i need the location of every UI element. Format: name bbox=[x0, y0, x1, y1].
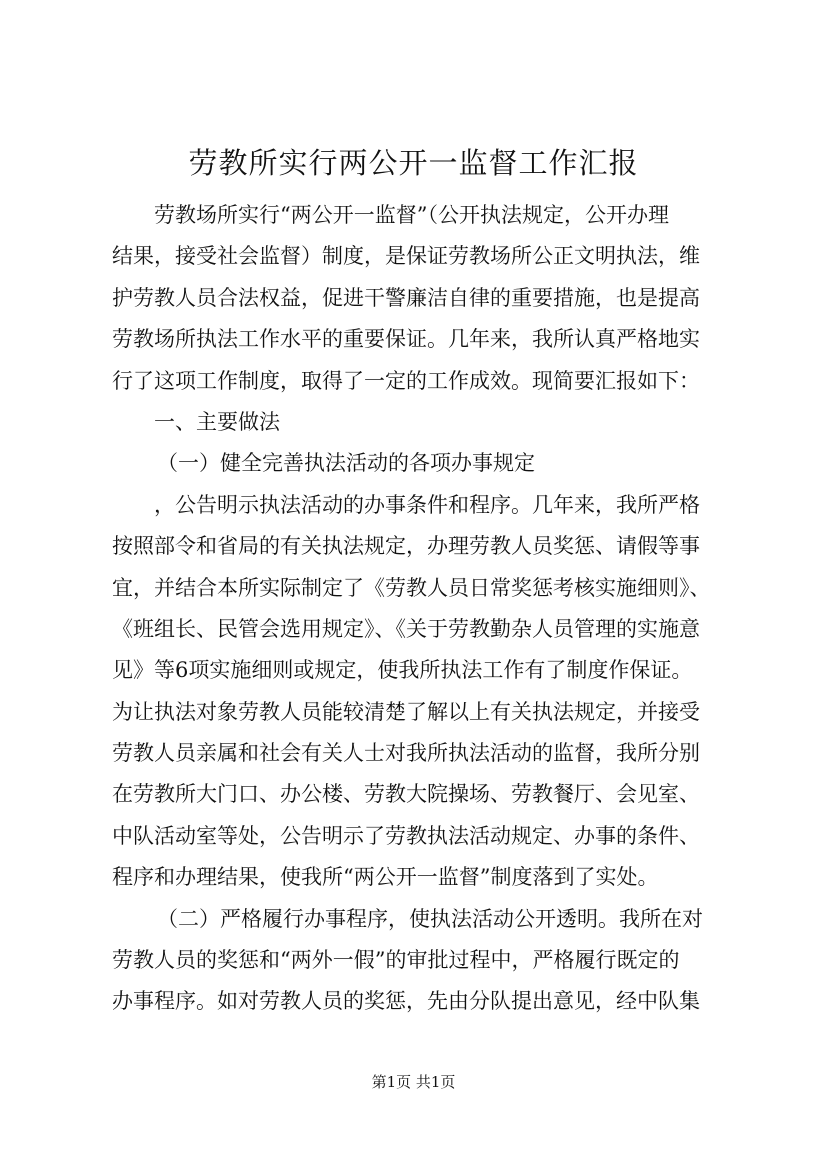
paragraph-line: 行了这项工作制度，取得了一定的工作成效。现简要汇报如下： bbox=[112, 368, 700, 393]
paragraph-line: 护劳教人员合法权益，促进干警廉洁自律的重要措施，也是提高 bbox=[112, 285, 700, 310]
paragraph-line: 劳教场所执法工作水平的重要保证。几年来，我所认真严格地实 bbox=[112, 327, 700, 352]
paragraph-line: 《班组长、民管会选用规定》、《关于劳教勤杂人员管理的实施意 bbox=[112, 616, 700, 641]
paragraph-line: 为让执法对象劳教人员能较清楚了解以上有关执法规定，并接受 bbox=[112, 699, 700, 724]
paragraph-line: 劳教场所实行“两公开一监督”（公开执法规定，公开办理 bbox=[154, 203, 669, 227]
paragraph-line: 结果，接受社会监督）制度，是保证劳教场所公正文明执法，维 bbox=[112, 244, 700, 269]
paragraph-line: ，公告明示执法活动的办事条件和程序。几年来，我所严格 bbox=[154, 492, 700, 517]
paragraph-line: 劳教人员亲属和社会有关人士对我所执法活动的监督，我所分别 bbox=[112, 741, 700, 766]
paragraph-line: 办事程序。如对劳教人员的奖惩，先由分队提出意见，经中队集 bbox=[112, 989, 700, 1014]
paragraph-line: 按照部令和省局的有关执法规定，办理劳教人员奖惩、请假等事 bbox=[112, 534, 700, 559]
document-title: 劳教所实行两公开一监督工作汇报 bbox=[188, 146, 639, 180]
paragraph-line: 宜，并结合本所实际制定了《劳教人员日常奖惩考核实施细则》、 bbox=[112, 575, 711, 600]
paragraph-line: 见》等6项实施细则或规定，使我所执法工作有了制度作保证。 bbox=[112, 658, 693, 683]
paragraph-line: 在劳教所大门口、办公楼、劳教大院操场、劳教餐厅、会见室、 bbox=[112, 782, 700, 807]
paragraph-line: 程序和办理结果，使我所“两公开一监督”制度落到了实处。 bbox=[112, 865, 659, 890]
section-heading: 一、主要做法 bbox=[154, 409, 280, 434]
subsection-heading: （一）健全完善执法活动的各项办事规定 bbox=[157, 451, 535, 476]
paragraph-line: 中队活动室等处，公告明示了劳教执法活动规定、办事的条件、 bbox=[112, 823, 700, 848]
document-body bbox=[112, 195, 732, 1023]
paragraph-line: 劳教人员的奖惩和“两外一假”的审批过程中，严格履行既定的 bbox=[112, 948, 680, 973]
page-footer: 第1页 共1页 bbox=[371, 1073, 456, 1091]
paragraph-line: （二）严格履行办事程序，使执法活动公开透明。我所在对 bbox=[157, 906, 703, 931]
